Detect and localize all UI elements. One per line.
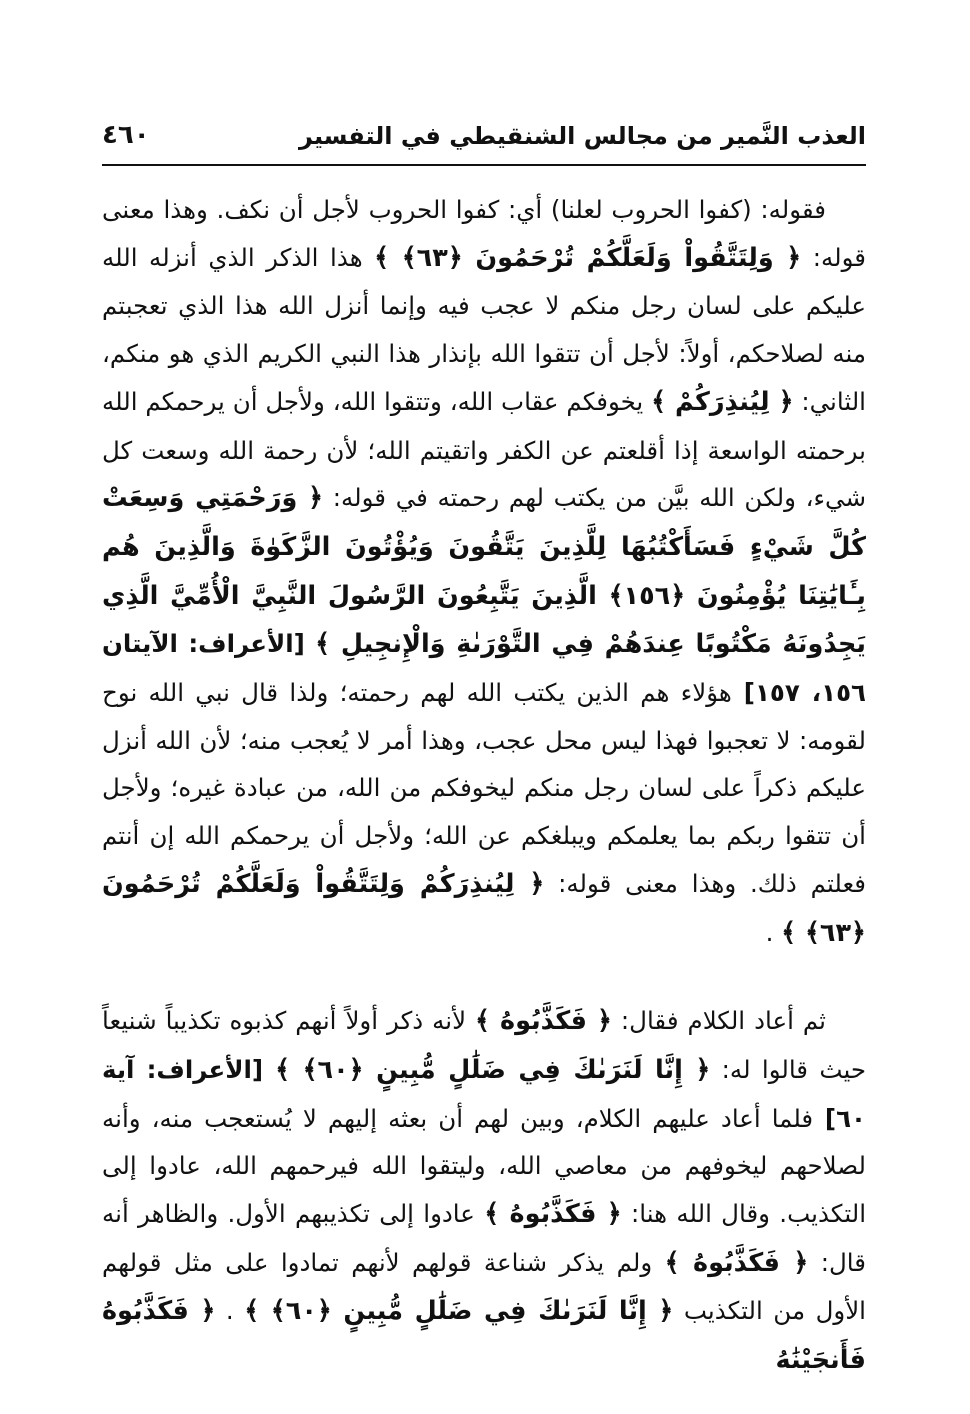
text-segment: لأنه ذكر أولاً أنهم كذبوه تكذيباً شنيعاً حيث قالوا له:: [102, 1006, 866, 1084]
text-segment: فقوله: (كفوا الحروب لعلنا) أي: كفوا الحروب لأجل أن نكف. وهذا معنى قوله:: [102, 195, 867, 272]
book-title: العذب النَّمير من مجالس الشنقيطي في التفسير: [299, 122, 866, 150]
quran-verse: ﴿ وَرَحْمَتِي وَسِعَتْ كُلَّ شَيْءٍ فَسَأَكْتُبُهَا لِلَّذِينَ يَتَّقُونَ وَيُؤْتُونَ الزَّكَوٰةَ وَالَّذِينَ هُم بِـَٔايَٰتِنَا يُؤْمِنُونَ ﴿١٥٦﴾ الَّذِينَ يَتَّبِعُونَ الرَّسُولَ النَّبِيَّ الْأُمِّيَّ الَّذِي يَجِدُونَهُ مَكْتُوبًا عِندَهُمْ فِي التَّوْرَىٰةِ وَالْإِنجِيلِ ﴾: [102, 483, 867, 660]
quran-verse: ﴿ فَكَذَّبُوهُ فَأَنجَيْنَٰهُ: [102, 1296, 866, 1376]
text-segment: فلما أعاد عليهم الكلام، وبين لهم أن بعثه إليهم لا يُستعجب منه، وأنه لصلاحهم ليخوفهم من معاصي الله، وليتقوا الله فيرحمهم الله، عادوا إلى التكذيب. وقال الله هنا:: [102, 1103, 866, 1229]
text-segment: هؤلاء هم الذين يكتب الله لهم رحمته؛ ولذا قال نبي الله نوح لقومه: لا تعجبوا فهذا ليس محل عجب، وهذا أمر لا يُعجب منه؛ لأن الله أنزل عليكم ذكراً على لسان رجل منكم ليخوفكم من الله، من عبادة غيره؛ ولأجل أن تتقوا ربكم بما يعلمكم ويبلغكم عن الله؛ ولأجل أن يرحمكم الله إن أنتم فعلتم ذلك. وهذا معنى قوله:: [102, 678, 866, 898]
paragraph-1: [102, 186, 866, 957]
text-segment: هذا الذكر الذي أنزله الله عليكم على لسان رجل منكم لا عجب فيه وإنما أنزل الله هذا الذي تعجبتم منه لصلاحكم، أولاً: لأجل أن تتقوا الله بإنذار هذا النبي الكريم الذي هو منكم، الثاني:: [102, 242, 866, 416]
page-body: [102, 186, 866, 1385]
page-header: [102, 112, 866, 166]
verse-reference: [الأعراف: الآيتان ١٥٦، ١٥٧]: [102, 629, 866, 708]
text-segment: .: [765, 917, 782, 947]
paragraph-gap: [102, 957, 866, 997]
quran-verse: ﴿ إِنَّا لَنَرَىٰكَ فِي ضَلَٰلٍ مُّبِينٍ ﴿٦٠﴾ ﴾: [275, 1054, 711, 1085]
quran-verse: ﴿ لِيُنذِرَكُمْ وَلِتَتَّقُواْ وَلَعَلَّكُمْ تُرْحَمُونَ ﴿٦٣﴾ ﴾: [102, 868, 866, 948]
quran-verse: ﴿ وَلِتَتَّقُواْ وَلَعَلَّكُمْ تُرْحَمُونَ ﴿٦٣﴾ ﴾: [374, 242, 802, 273]
text-segment: ثم أعاد الكلام فقال:: [611, 1006, 826, 1036]
quran-verse: ﴿ إِنَّا لَنَرَىٰكَ فِي ضَلَٰلٍ مُّبِينٍ ﴿٦٠﴾ ﴾: [244, 1296, 674, 1327]
quran-verse: ﴿ لِيُنذِرَكُمْ ﴾: [651, 386, 794, 417]
page-number: ٤٦٠: [102, 120, 150, 150]
text-segment: ولم يذكر شناعة قولهم لأنهم تمادوا على مثل قولهم الأول من التكذيب: [102, 1247, 866, 1326]
quran-verse: ﴿ فَكَذَّبُوهُ ﴾: [475, 1006, 612, 1037]
text-segment: عادوا إلى تكذيبهم الأول. والظاهر أنه قال:: [102, 1199, 866, 1277]
verse-reference: [الأعراف: آية ٦٠]: [102, 1054, 867, 1133]
text-segment: يخوفكم عقاب الله، وتتقوا الله، ولأجل أن يرحمكم الله برحمته الواسعة إذا أقلعتم عن الكفر واتقيتم الله؛ لأن رحمة الله وسعت كل شيء، ولكن الله بيَّن من يكتب لهم رحمته في قوله:: [102, 386, 866, 513]
paragraph-2: [102, 997, 866, 1385]
quran-verse: ﴿ فَكَذَّبُوهُ ﴾: [484, 1199, 622, 1230]
quran-verse: ﴿ فَكَذَّبُوهُ ﴾: [664, 1247, 809, 1278]
text-segment: .: [215, 1296, 245, 1326]
